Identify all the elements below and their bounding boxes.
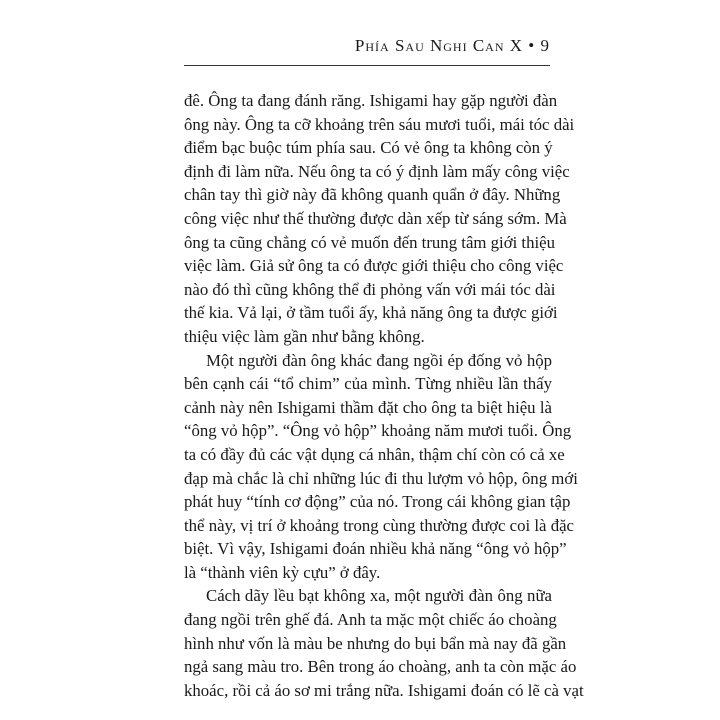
text-line: công việc như thế thường được dàn xếp từ sáng sớm. Mà [184, 208, 567, 228]
text-line: phát huy “tính cơ động” của nó. Trong cái không gian tập [184, 492, 571, 512]
text-line: nào đó thì cũng không thể đi phỏng vấn với mái tóc dài [184, 279, 556, 299]
paragraph-2 [184, 349, 578, 585]
text-line: “ông vỏ hộp”. “Ông vỏ hộp” khoảng năm mươi tuổi. Ông [184, 421, 572, 441]
text-line: cảnh này nên Ishigami thầm đặt cho ông ta biệt hiệu là [184, 397, 552, 417]
text-line: đê. Ông ta đang đánh răng. Ishigami hay gặp người đàn [184, 91, 558, 110]
text-line: đạp mà chắc là chỉ những lúc đi thu lượm vỏ hộp, ông mới [184, 468, 578, 488]
paragraph-3 [184, 584, 584, 702]
text-line: biệt. Vì vậy, Ishigami đoán nhiều khả năng “ông vỏ hộp” [184, 539, 567, 559]
text-line: ta có đầy đủ các vật dụng cá nhân, thậm chí còn có cả xe [184, 444, 565, 464]
running-title: Phía Sau Nghi Can X • 9 [354, 36, 550, 55]
text-line: bên cạnh cái “tổ chim” của mình. Từng nhiều lần thấy [184, 374, 552, 394]
text-line: ông ta cũng chẳng có vẻ muốn đến trung tâm giới thiệu [184, 232, 555, 252]
text-line: Cách dãy lều bạt không xa, một người đàn ông nữa [206, 586, 552, 606]
text-line: thể này, vị trí ở khoảng trong cùng thường được coi là đặc [184, 515, 574, 535]
header-rule [184, 65, 550, 66]
text-line: điểm bạc buộc túm phía sau. Có vẻ ông ta không còn ý [184, 138, 553, 158]
text-line: việc làm. Giả sử ông ta có được giới thiệu cho công việc [184, 256, 564, 276]
text-line: đang ngồi trên ghế đá. Anh ta mặc một chiếc áo choàng [184, 610, 557, 630]
text-line: Một người đàn ông khác đang ngồi ép đống vỏ hộp [206, 350, 552, 370]
text-line: ngả sang màu tro. Bên trong áo choàng, anh ta còn mặc áo [184, 657, 577, 677]
running-header [184, 36, 550, 66]
page-body [184, 89, 584, 702]
text-line: ông này. Ông ta cỡ khoảng trên sáu mươi tuổi, mái tóc dài [184, 114, 575, 134]
text-line: là “thành viên kỳ cựu” ở đây. [184, 562, 381, 582]
text-line: khoác, rồi cả áo sơ mi trắng nữa. Ishigami đoán có lẽ cà vạt [184, 680, 584, 700]
text-line: chân tay thì giờ này đã không quanh quẩn ở đây. Những [184, 185, 561, 205]
text-line: thiệu việc làm gần như bằng không. [184, 326, 425, 346]
text-line: hình như vốn là màu be nhưng do bụi bẩn mà nay đã gần [184, 633, 567, 653]
paragraph-1 [184, 89, 575, 349]
text-line: thế kia. Vả lại, ở tầm tuổi ấy, khả năng ông ta được giới [184, 303, 558, 323]
text-line: định đi làm nữa. Nếu ông ta có ý định làm mấy công việc [184, 161, 570, 181]
